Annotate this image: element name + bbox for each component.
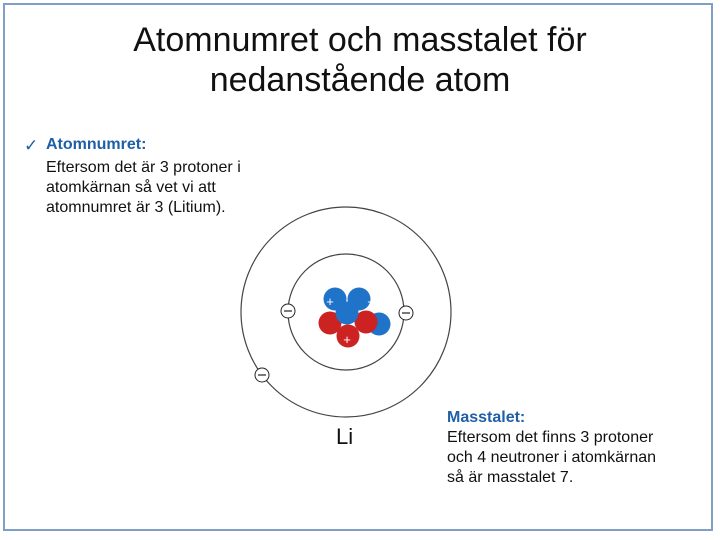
- proton-sign: +: [326, 294, 334, 309]
- proton-sign: +: [343, 332, 351, 347]
- atomic-number-line-3: atomnumret är 3 (Litium).: [46, 199, 226, 216]
- atomic-number-heading: Atomnumret:: [46, 136, 147, 153]
- checkmark-icon: ✓: [24, 136, 39, 155]
- title-line-2: nedanstående atom: [209, 61, 511, 99]
- mass-number-heading: Masstalet:: [447, 409, 526, 426]
- neutron: [336, 302, 359, 325]
- proton-sign: +: [367, 294, 375, 309]
- mass-number-block: [447, 408, 707, 488]
- mass-number-line-2: och 4 neutroner i atomkärnan: [447, 449, 657, 466]
- mass-number-line-3: så är masstalet 7.: [447, 469, 574, 486]
- title-line-1: Atomnumret och masstalet för: [133, 21, 587, 59]
- element-symbol: Li: [336, 424, 354, 449]
- atomic-number-line-1: Eftersom det är 3 protoner i: [46, 159, 241, 176]
- atomic-number-line-2: atomkärnan så vet vi att: [46, 179, 216, 196]
- mass-number-line-1: Eftersom det finns 3 protoner: [447, 429, 654, 446]
- mass-number-text: [447, 428, 707, 488]
